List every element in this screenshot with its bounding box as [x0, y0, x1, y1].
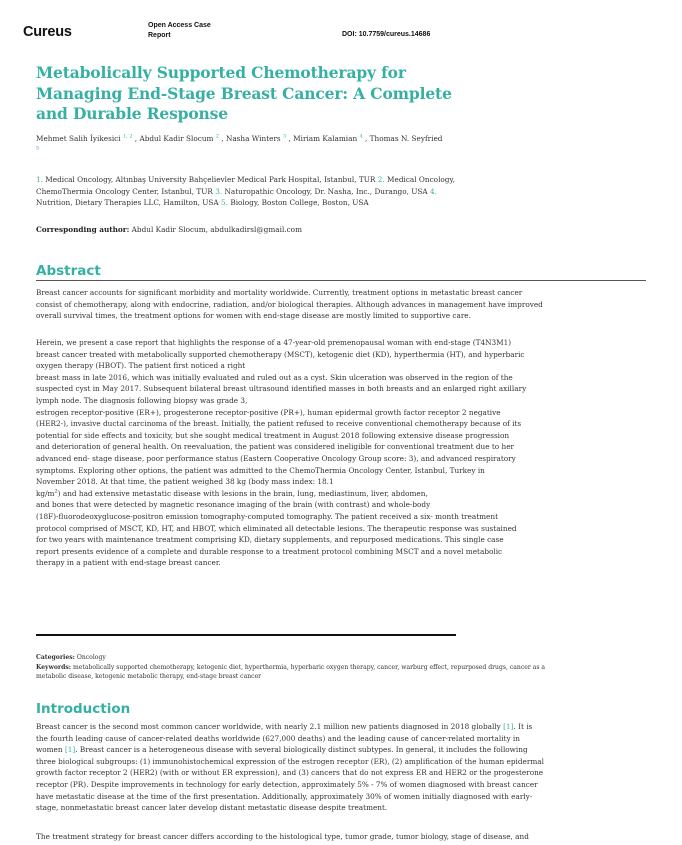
abstract-divider	[36, 280, 646, 281]
abstract-line: (HER2-), invasive ductal carcinoma of the breast. Initially, the patient refused to receive conventional chemotherapy because of its	[36, 419, 522, 429]
article-metadata	[36, 653, 546, 682]
affiliation-number: 3.	[215, 186, 223, 196]
abstract-line: and deterioration of general health. On reevaluation, the patient was considered ineligible for conventional treatment due to her	[36, 442, 515, 452]
author-affil-link[interactable]: 5	[36, 145, 40, 152]
abstract-line: breast mass in late 2016, which was initially evaluated and ruled out as a cyst. Skin ulceration was observed in the region of the	[36, 372, 513, 382]
author-sep: ,	[132, 134, 140, 143]
abstract-line: oxygen therapy (HBOT). The patient first noticed a right	[36, 361, 246, 371]
affiliation-text: Naturopathic Oncology, Dr. Nasha, Inc., Durango, USA	[224, 186, 428, 196]
corresponding-label: Corresponding author:	[36, 225, 130, 234]
abstract-heading: Abstract	[36, 263, 101, 279]
categories-label: Categories:	[36, 654, 75, 661]
affiliation-text: Biology, Boston College, Boston, USA	[230, 198, 369, 208]
section-divider	[36, 634, 456, 636]
abstract-line-tail: ) and had extensive metastatic disease with lesions in the brain, lung, mediastinum, liver, abdomen,	[57, 488, 428, 498]
abstract-line: suspected cyst in May 2017. Subsequent bilateral breast ultrasound identified masses in both breasts and an enlarged right axillary	[36, 384, 527, 394]
author-name: Miriam Kalamian	[293, 134, 358, 143]
affiliation-number: 2.	[377, 175, 385, 184]
author-name: Thomas N. Seyfried	[369, 134, 443, 143]
author-name: Mehmet Salih İyikesici	[36, 134, 121, 143]
affiliation-number: 1.	[36, 175, 43, 184]
abstract-line: symptoms. Exploring other options, the patient was admitted to the ChemoThermia Oncology Center, Istanbul, Turkey in	[36, 465, 485, 475]
abstract-line	[36, 488, 546, 500]
affiliation-text: Medical Oncology, ChemoThermia Oncology Center, Istanbul, TUR	[36, 175, 455, 196]
affiliation-list	[36, 174, 456, 209]
reference-link[interactable]: [1]	[503, 722, 514, 731]
keywords-label: Keywords:	[36, 663, 72, 671]
abstract-line: report presents evidence of a complete and durable response to a treatment protocol combining MSCT and a novel metabolic	[36, 546, 503, 556]
abstract-line: potential for side effects and toxicity, but she sought medical treatment in August 2018 following extensive disease progression	[36, 430, 510, 440]
intro-text: Breast cancer is the second most common cancer worldwide, with nearly 2.1 million new patients diagnosed in 2018 globally	[36, 722, 504, 731]
introduction-heading: Introduction	[36, 701, 131, 717]
corresponding-author	[36, 224, 302, 236]
article-type-line1: Open Access Case	[148, 22, 211, 29]
article-type	[148, 21, 211, 40]
abstract-line: estrogen receptor-positive (ER+), progesterone receptor-positive (PR+), human epidermal growth factor receptor 2 negative	[36, 407, 501, 417]
author-sep: ,	[286, 134, 294, 143]
introduction-paragraph-2: The treatment strategy for breast cancer differs according to the histological type, tumor grade, tumor biology, stage of disease, and	[36, 832, 529, 841]
article-type-line2: Report	[148, 31, 171, 39]
abstract-line: and bones that were detected by magnetic resonance imaging of the brain (with contrast) and whole-body	[36, 500, 431, 510]
author-affil-link[interactable]: 1, 2	[122, 133, 133, 140]
abstract-line: advanced end- stage disease, poor performance status (Eastern Cooperative Oncology Group score: 3), and advanced respiratory	[36, 453, 516, 463]
cureus-logo: Cureus	[23, 24, 72, 40]
keywords-row	[36, 663, 546, 682]
affiliation-number: 5.	[221, 198, 228, 208]
keywords-value: metabolically supported chemotherapy, ketogenic diet, hyperthermia, hyperbaric oxygen therapy, cancer, warburg effect, repurposed drugs, cancer as a metabolic disease, ketogenic metabolic therapy, end-stage breast cancer	[36, 663, 546, 681]
abstract-paragraph-2	[36, 337, 546, 569]
affiliation-text: Medical Oncology, Altınbaş University Bahçelievler Medical Park Hospital, Istanbul, TUR	[45, 175, 376, 184]
affiliation-text: Nutrition, Dietary Therapies LLC, Hamilton, USA	[36, 198, 219, 208]
abstract-paragraph-1: Breast cancer accounts for significant morbidity and mortality worldwide. Currently, treatment options in metastatic breast cancer consist of chemotherapy, along with endocrine, radiation, and/or biological therapies. Although advances in management have improved overall survival times, the treatment options for women with end-stage disease are mostly limited to supportive care.	[36, 288, 543, 321]
corresponding-text: Abdul Kadir Slocum, abdulkadirsl@gmail.com	[131, 225, 302, 234]
bmi-unit-exponent: 2	[54, 488, 58, 495]
categories-value: Oncology	[76, 654, 106, 661]
author-sep: ,	[218, 134, 226, 143]
author-name: Nasha Winters	[225, 134, 281, 143]
abstract-line: therapy in a patient with end-stage breast cancer.	[36, 558, 221, 568]
author-sep: ,	[362, 134, 370, 143]
categories-row	[36, 653, 546, 663]
intro-text: . Breast cancer is a heterogeneous disease with several biologically distinct subtypes. In general, it includes the following three biological subgroups: (1) immunohistochemical expression of the estrogen receptor (ER), (2) amplification of the human epidermal growth factor receptor 2 (HER2) (with or without ER expression), and (3) cancers that do not express ER and HER2 or the progesterone receptor (PR). Despite improvements in technology for early detection, approximately 5% - 7% of women diagnosed with breast cancer have metastatic disease at the time of the first presentation. Additionally, approximately 30% of women initially diagnosed with early-stage, nonmetastatic breast cancer later develop distant metastatic disease despite treatment.	[36, 745, 544, 813]
abstract-line: breast cancer treated with metabolically supported chemotherapy (MSCT), ketogenic diet (KD), hyperthermia (HT), and hyperbaric	[36, 349, 525, 359]
author-affil-link[interactable]: 3	[283, 133, 287, 140]
author-name: Abdul Kadir Slocum	[139, 134, 214, 143]
intro-text: . It is the fourth leading cause of cancer-related deaths worldwide (627,000 deaths) and the leading cause of cancer-related mortality in women	[36, 722, 533, 755]
abstract-line: (18F)-fluorodeoxyglucose-positron emission tomography-computed tomography. The patient received a six- month treatment	[36, 511, 498, 521]
abstract-line: lymph node. The diagnosis following biopsy was grade 3,	[36, 395, 248, 405]
author-list	[36, 133, 446, 156]
author-affil-link[interactable]: 4	[359, 133, 363, 140]
reference-link[interactable]: [1]	[64, 745, 76, 755]
abstract-line: protocol comprised of MSCT, KD, HT, and HBOT, which eliminated all detectable lesions. The therapeutic response was sustained	[36, 523, 517, 533]
introduction-paragraph-1	[36, 721, 546, 814]
affiliation-number: 4.	[430, 186, 437, 196]
abstract-line: November 2018. At that time, the patient weighed 38 kg (body mass index: 18.1	[36, 477, 334, 487]
author-affil-link[interactable]: 2	[215, 133, 219, 140]
doi-label: DOI: 10.7759/cureus.14686	[342, 31, 431, 38]
abstract-line: Herein, we present a case report that highlights the response of a 47-year-old premenopausal woman with end-stage (T4N3M1)	[36, 338, 512, 347]
abstract-line: for two years with maintenance treatment comprising KD, dietary supplements, and repurposed medications. This single case	[36, 535, 504, 545]
bmi-unit: kg/m	[36, 488, 55, 498]
article-title: Metabolically Supported Chemotherapy for Managing End-Stage Breast Cancer: A Complete and Durable Response	[36, 63, 452, 123]
